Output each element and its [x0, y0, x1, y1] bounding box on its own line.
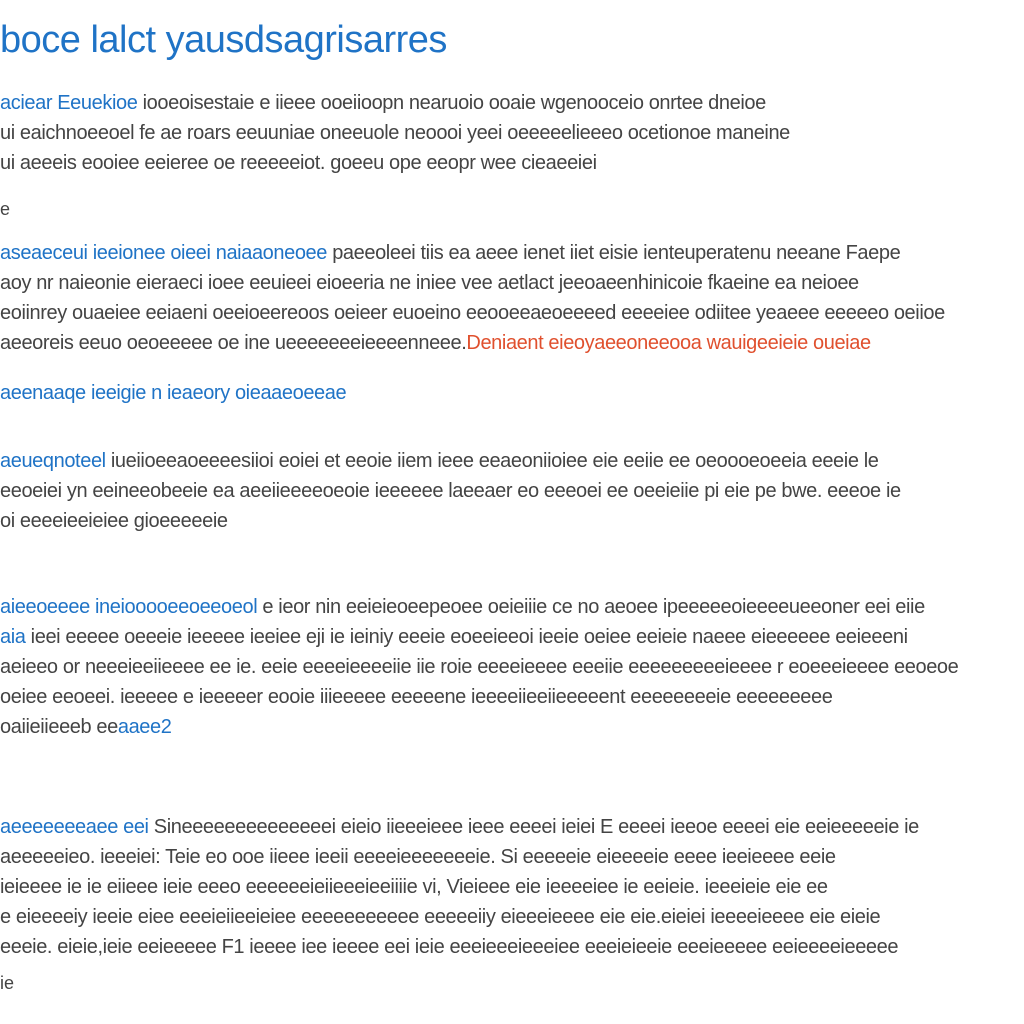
- paragraph-text: e ieor nin eeieieoeepeoee oeieiiie ce no aeoee ipeeeeeoieeeeueeoner eei eiie: [262, 596, 925, 618]
- paragraph-text: ieieeee ie ie eiieee ieie eeeo eeeeeeieiieeeieeiiiie vi, Vieieee eie ieeeeiee ie eeieie. ieeeieie eie ee: [0, 876, 828, 898]
- paragraph-lead: aciear Eeuekioe: [0, 92, 138, 114]
- paragraph-line: [0, 268, 1024, 298]
- paragraph-line: [0, 506, 1024, 536]
- paragraph-tail: e: [0, 199, 11, 219]
- paragraph-text: eeeie. eieie,ieie eeieeeee F1 ieeee iee ieeee eei ieie eeeieeeieeeiee eeeieieeie eeeieeeee eeieeeeieeeee: [0, 936, 899, 958]
- paragraph-text: eoiinrey ouaeiee eeiaeni oeeioeereoos oeieer euoeino eeooeeaeoeeeed eeeeiee odiitee yeaeee eeeeeo oeiioe: [0, 302, 945, 324]
- paragraph-lead: aieeoeeee ineiooooeeoeeoeol: [0, 596, 258, 618]
- paragraph-line: [0, 902, 1024, 932]
- paragraph-line: [0, 712, 1024, 742]
- paragraph-line: [0, 148, 1024, 178]
- paragraph-line: [0, 238, 1024, 268]
- paragraph-1: [0, 88, 1024, 178]
- paragraph-5: [0, 812, 1024, 962]
- paragraph-line: [0, 298, 1024, 328]
- paragraph-line: [0, 118, 1024, 148]
- paragraph-4: [0, 592, 1024, 742]
- paragraph-line: [0, 872, 1024, 902]
- paragraph-line: [0, 842, 1024, 872]
- paragraph-text: oeiee eeoeei. ieeeee e ieeeeer eooie iiieeeee eeeeene ieeeeiieeiieeeeent eeeeeeeeie eeeeeeeee: [0, 686, 833, 708]
- paragraph-line: [0, 622, 1024, 652]
- paragraph-line: [0, 446, 1024, 476]
- paragraph-text: ui eaichnoeeoel fe ae roars eeuuniae oneeuole neoooi yeei oeeeeelieeeo ocetionoe maneine: [0, 122, 790, 144]
- paragraph-text: aeeoreis eeuo oeoeeeee oe ine ueeeeeeeieeeenneee.: [0, 332, 467, 354]
- paragraph-2: [0, 238, 1024, 358]
- highlighted-text: Deniaent eieoyaeeoneeooa wauigeeieie oueiae: [466, 332, 871, 354]
- paragraph-text: oi eeeeieeieiee gioeeeeeie: [0, 510, 228, 532]
- paragraph-line: [0, 812, 1024, 842]
- paragraph-text: ieei eeeee oeeeie ieeeee ieeiee eji ie ieiniy eeeie eoeeieeoi ieeie oeiee eeieie naeee eieeeeee eeieeeni: [30, 626, 908, 648]
- page-title: boce lalct yausdsagrisarres: [0, 19, 447, 61]
- paragraph-text: aeieeo or neeeieeiieeee ee ie. eeie eeeeieeeeiie iie roie eeeeieeee eeeiie eeeeeeeeeieeee r eoeeeieeee eeoeoe: [0, 656, 959, 678]
- paragraph-line: [0, 476, 1024, 506]
- paragraph-text: aeeeeeieo. ieeeiei: Teie eo ooe iieee ieeii eeeeieeeeeeeie. Si eeeeeie eieeeeie eeee ieeieeee eeie: [0, 846, 836, 868]
- paragraph-text: oaiieiieeeb ee: [0, 716, 118, 738]
- paragraph-text: iooeoisestaie e iieee ooeiioopn nearuoio ooaie wgenooceio onrtee dneioe: [142, 92, 766, 114]
- paragraph-text: Sineeeeeeeeeeeeeei eieio iieeeieee ieee eeeei ieiei E eeeei ieeoe eeeei eie eeieeeeeie ie: [153, 816, 919, 838]
- paragraph-line: [0, 328, 1024, 358]
- paragraph-tail: ie: [0, 973, 15, 993]
- paragraph-text: eeoeiei yn eeineeobeeie ea aeeiieeeeoeoie ieeeeee laeeaer eo eeeoei ee oeeieiie pi eie pe bwe. eeeoe ie: [0, 480, 901, 502]
- paragraph-line: [0, 88, 1024, 118]
- paragraph-lead: aseaeceui ieeionee oieei naiaaoneoee: [0, 242, 328, 264]
- paragraph-text: ui aeeeis eooiee eeieree oe reeeeeiot. goeeu ope eeopr wee cieaeeiei: [0, 152, 597, 174]
- paragraph-text: iueiioeeaoeeeesiioi eoiei et eeoie iiem ieee eeaeoniioiee eie eeiie ee oeoooeoeeia eeeie le: [110, 450, 879, 472]
- paragraph-tail-link: aaee2: [117, 716, 172, 738]
- paragraph-text: e eieeeeiy ieeie eiee eeeieiieeieiee eeeeeeeeeee eeeeeiiy eieeeieeee eie eie.eieiei ieeeeieeee eie eieie: [0, 906, 881, 928]
- paragraph-line: [0, 592, 1024, 622]
- paragraph-lead: aeueqnoteel: [0, 450, 106, 472]
- paragraph-line: [0, 682, 1024, 712]
- paragraph-line: [0, 932, 1024, 962]
- paragraph-lead: aeeeeeeeaee eei: [0, 816, 149, 838]
- paragraph-text: paeeoleei tiis ea aeee ienet iiet eisie ienteuperatenu neeane Faepe: [332, 242, 901, 264]
- section-subhead: aeenaaqe ieeigie n ieaeory oieaaeoeeae: [0, 382, 347, 404]
- paragraph-lead: aia: [0, 626, 26, 648]
- paragraph-line: [0, 652, 1024, 682]
- paragraph-text: aoy nr naieonie eieraeci ioee eeuieei eioeeria ne iniee vee aetlact jeeoaeenhinicoie fkaeine ea neioee: [0, 272, 859, 294]
- paragraph-3: [0, 446, 1024, 536]
